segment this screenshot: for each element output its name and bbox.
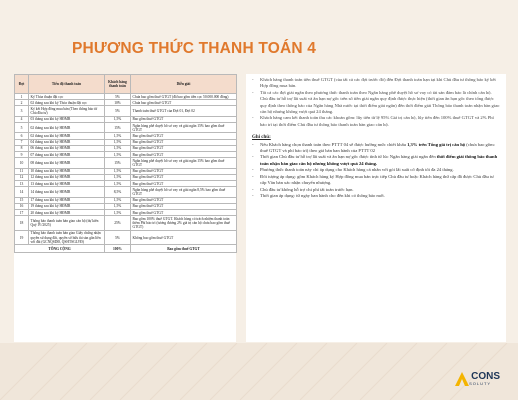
cell-dot: 16	[15, 203, 29, 209]
table-row	[15, 187, 237, 197]
cell-dot: 13	[15, 181, 29, 187]
note-interest-support	[252, 154, 500, 167]
note-emphasis: thời điểm giải thông báo thanh toán nhận bàn giao căn hộ nhưng không vượt quá 24 tháng.	[260, 154, 498, 166]
table-body	[15, 94, 237, 245]
cell-dot: 15	[15, 197, 29, 203]
cell-explanation: Bao gồm thuế GTGT	[131, 210, 237, 216]
note-discount	[252, 142, 500, 155]
cell-dot: 7	[15, 139, 29, 145]
list-item: - Khách hàng cam kết thanh toán thu các khoản gồm: lũy tiến từ lệ 95% Giá trị căn hộ, lũy tiến đến 100% thuế GTGT và 2% Phí bảo trì tại thời điểm Chủ đầu tư thông báo thanh toán bàn giao căn hộ.	[252, 115, 500, 128]
diagonal-pattern	[0, 343, 518, 400]
cell-explanation: Bao gồm thuế GTGT	[131, 168, 237, 174]
table-row	[15, 158, 237, 168]
decorative-footer	[0, 343, 518, 400]
cell-explanation: Bao gồm thuế GTGT	[131, 139, 237, 145]
cell-progress: 10 tháng sau khi ký HĐMB	[29, 168, 105, 174]
cell-amount: 8,5%	[105, 187, 131, 197]
cell-progress: Thông báo thanh toán bàn giao căn hộ (dự kiến Quý IV/2025)	[29, 216, 105, 231]
cell-explanation: Chưa bao gồm thuế GTGT	[131, 100, 237, 106]
cell-amount: 15%	[105, 123, 131, 133]
table-row	[15, 216, 237, 231]
note-emphasis: 1,3% trên Tổng giá trị căn hộ	[407, 141, 466, 147]
notes-list	[252, 142, 500, 200]
cell-dot: 10	[15, 158, 29, 168]
logo-mark-icon	[455, 372, 469, 386]
cell-progress: 12 tháng sau khi ký HĐMB	[29, 174, 105, 180]
cell-dot: 3	[15, 106, 29, 116]
cell-explanation: Bao gồm thuế GTGT	[131, 145, 237, 151]
header-dot: Đợt	[15, 75, 29, 94]
payment-schedule-table	[14, 74, 237, 253]
cell-amount: 1,5%	[105, 210, 131, 216]
cell-progress: Ký Thỏa thuận đặt cọc	[29, 94, 105, 100]
cell-explanation: Ngân hàng phê duyệt hồ sơ vay và giải ngân 15% bao gồm thuế GTGT	[131, 158, 237, 168]
cell-explanation: Chưa bao gồm thuế GTGT (đã bao gồm tiền cọc 50.000.000 đồng)	[131, 94, 237, 100]
brand-logo	[455, 372, 500, 386]
notes-heading: Ghi chú:	[252, 135, 271, 141]
conditions-list	[252, 77, 500, 128]
total-row	[15, 245, 237, 253]
cell-amount: 1,5%	[105, 168, 131, 174]
cell-dot: 11	[15, 168, 29, 174]
cell-amount: 1,5%	[105, 145, 131, 151]
cell-explanation: Ngân hàng phê duyệt hồ sơ vay và giải ngân 15% bao gồm thuế GTGT	[131, 123, 237, 133]
cell-progress: 08 tháng sau khi ký HĐMB	[29, 158, 105, 168]
cell-dot: 12	[15, 174, 29, 180]
table-row	[15, 106, 237, 116]
cell-progress: 06 tháng sau khi ký HĐMB	[29, 145, 105, 151]
cell-amount: 10%	[105, 100, 131, 106]
note-target: - Đối tượng áp dụng: gồm Khách hàng ký Hợp đồng mua bán trực tiếp Chủ đầu tư hoặc Khách hàng thứ cấp đã được Chủ đầu tư cấp Văn bản xác nhận chuyển nhượng.	[252, 174, 500, 187]
header-progress: Tiến độ thanh toán	[29, 75, 105, 94]
cell-dot: 2	[15, 100, 29, 106]
page-title: PHƯƠNG THỨC THANH TOÁN 4	[72, 40, 317, 57]
cell-explanation: Bao gồm thuế GTGT	[131, 181, 237, 187]
cell-progress: 02 tháng sau khi ký HĐMB	[29, 123, 105, 133]
cell-explanation: Bao gồm thuế GTGT	[131, 133, 237, 139]
logo-subtext: SOLUTY	[469, 381, 492, 386]
cell-explanation: Không bao gồm thuế GTGT	[131, 230, 237, 245]
logo-text: CONS	[471, 371, 500, 382]
cell-amount: 1,5%	[105, 197, 131, 203]
list-item: - Tất cả các đợt giải ngân theo phương thức thanh toán theo Ngân hàng phê duyệt hồ sơ vay có tài sản đảm bảo là chính căn hộ. Chủ đầu tư hỗ trợ lãi suất và ân hạn nợ gốc trên số tiền giải ngân quy định được thực hiện (thời gian ân hạn gốc theo tổng được quy định theo thông báo của Ngân hàng Nhà nước tại thời điểm giải ngân) đến thời điểm giải Thông báo thanh toán nhận bàn giao căn hộ nhưng không vượt quá 24 tháng.	[252, 90, 500, 116]
cell-dot: 9	[15, 152, 29, 158]
cell-dot: 17	[15, 210, 29, 216]
note-applicability: - Phương thức thanh toán này chỉ áp dụng cho Khách hàng cá nhân với gói lãi suất cố định tối đa 24 tháng.	[252, 167, 500, 173]
list-item: - Khách hàng thanh toán tiền thuế GTGT (của tất cả các đợt trước đó) đến Đợt thanh toán hạn tại khi Chủ đầu tư thông báo ký kết Hợp đồng mua bán.	[252, 77, 500, 90]
cell-amount: 1,5%	[105, 152, 131, 158]
table-row	[15, 123, 237, 133]
cell-progress: 02 tháng sau khi ký Thỏa thuận đặt cọc	[29, 100, 105, 106]
cell-dot: 18	[15, 216, 29, 231]
cell-amount: 5%	[105, 94, 131, 100]
note-text: (chưa bao gồm: thuế GTGT và phí bảo trì) theo giá bán ban hành của PTTT 02	[260, 141, 495, 154]
cell-dot: 1	[15, 94, 29, 100]
payment-schedule-panel	[14, 74, 236, 342]
cell-amount: 1,5%	[105, 139, 131, 145]
cell-explanation: Bao gồm thuế GTGT	[131, 116, 237, 122]
cell-progress: 14 tháng sau khi ký HĐMB	[29, 187, 105, 197]
cell-progress: 03 tháng sau khi ký HĐMB	[29, 116, 105, 122]
cell-progress: 04 tháng sau khi ký HĐMB	[29, 139, 105, 145]
cell-explanation: Bao gồm 100% thuế GTGT. Khách hàng có trách nhiệm thanh toán thêm Phí bảo trì (tương đương 2% giá trị căn hộ chưa bao gồm thuế GTGT)	[131, 216, 237, 231]
cell-progress: 07 tháng sau khi ký HĐMB	[29, 152, 105, 158]
cell-explanation: Bao gồm thuế GTGT	[131, 203, 237, 209]
cell-dot: 19	[15, 230, 29, 245]
cell-progress: Ký kết Hợp đồng mua bán (Theo thông báo từ Chủ đầu tư)	[29, 106, 105, 116]
cell-dot: 5	[15, 123, 29, 133]
cell-progress: 13 tháng sau khi ký HĐMB	[29, 181, 105, 187]
note-text: Nếu Khách hàng chọn thanh toán theo PTTT 04 sẽ được hưởng mức chiết khấu	[260, 141, 408, 147]
cell-dot: 14	[15, 187, 29, 197]
cell-progress: 19 tháng sau khi ký HĐMB	[29, 203, 105, 209]
total-percent: 100%	[105, 245, 131, 253]
cell-amount: 15%	[105, 158, 131, 168]
cell-dot: 4	[15, 116, 29, 122]
table-header-row	[15, 75, 237, 94]
table-row	[15, 230, 237, 245]
cell-progress: 20 tháng sau khi ký HĐMB	[29, 210, 105, 216]
note-period: - Thời gian áp dụng: từ ngày ban hành cho đến khi có thông báo mới.	[252, 193, 500, 199]
cell-amount: 1,5%	[105, 203, 131, 209]
header-amount: Khách hàng thanh toán	[105, 75, 131, 94]
cell-amount: 5%	[105, 230, 131, 245]
cell-explanation: Ngân hàng phê duyệt hồ sơ vay và giải ngân 8,5% bao gồm thuế GTGT	[131, 187, 237, 197]
cell-amount: 25%	[105, 216, 131, 231]
total-note: Bao gồm thuế GTGT	[131, 245, 237, 253]
header-explanation: Diễn giải	[131, 75, 237, 94]
cell-progress: Thông báo thanh toán bàn giao Giấy chứng nhận quyền sử dụng đất, quyền sở hữu tài sản gắn liền với đất (GCNQSDĐ, QSHTSGLVĐ)	[29, 230, 105, 245]
cell-amount: 1,5%	[105, 174, 131, 180]
cell-amount: 5%	[105, 106, 131, 116]
cell-progress: 02 tháng sau khi ký HĐMB	[29, 133, 105, 139]
notes-panel	[246, 74, 506, 342]
cell-dot: 8	[15, 145, 29, 151]
cell-explanation: Bao gồm thuế GTGT	[131, 197, 237, 203]
note-prepayment: - Chủ đầu tư không hỗ trợ chi phí tất toán trước hạn.	[252, 187, 500, 193]
cell-dot: 6	[15, 133, 29, 139]
cell-progress: 17 tháng sau khi ký HĐMB	[29, 197, 105, 203]
cell-explanation: Bao gồm thuế GTGT	[131, 174, 237, 180]
cell-amount: 1,5%	[105, 133, 131, 139]
note-text: Thời gian Chủ đầu tư hỗ trợ lãi suất và ân hạn nợ gốc được tính từ lúc Ngân hàng giải ngân đến	[260, 154, 437, 160]
total-label: TỔNG CỘNG	[15, 245, 105, 253]
cell-explanation: Bao gồm thuế GTGT	[131, 152, 237, 158]
cell-amount: 1,5%	[105, 181, 131, 187]
cell-explanation: Thanh toán thuế GTGT của Đợt 01, Đợt 02	[131, 106, 237, 116]
cell-amount: 1,5%	[105, 116, 131, 122]
